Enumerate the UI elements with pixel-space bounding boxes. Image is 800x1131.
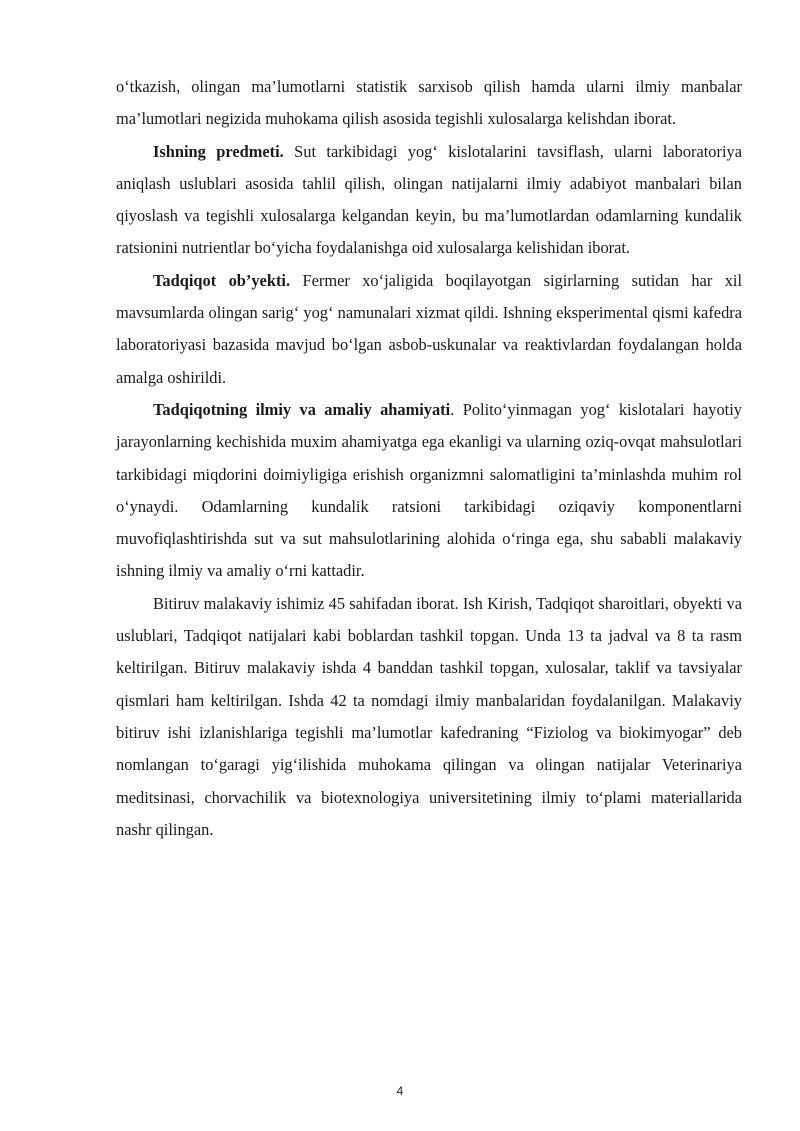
paragraph-text: Sut tarkibidagi yog‘ kislotalarini tavsiflash, ularni laboratoriya aniqlash uslublari asosida tahlil qilish, olingan natijalarni ilmiy adabiyot manbalari bilan qiyoslash va tegishli xulosalarga kelgandan keyin, bu ma’lumotlardan odamlarning kundalik ratsionini nutrientlar bo‘yicha foydalanishga oid xulosalarga kelishidan iborat.: [116, 141, 742, 258]
page-number: 4: [396, 1084, 404, 1098]
paragraph-text: o‘tkazish, olingan ma’lumotlarni statistik sarxisob qilish hamda ularni ilmiy manbalar ma’lumotlari negizida muhokama qilish asosida tegishli xulosalarga kelishdan iborat.: [116, 77, 742, 129]
paragraph-significance: [116, 394, 742, 588]
paragraph-text: . Polito‘yinmagan yog‘ kislotalari hayotiy jarayonlarning kechishida muxim ahamiyatga ega ekanligi va ularning oziq-ovqat mahsulotlari tarkibidagi miqdorini doimiyligiga erishish organizmni salomatligini ta’minlashda muhim rol o‘ynaydi. Odamlarning kundalik ratsioni tarkibidagi oziqaviy komponentlarni muvofiqlashtirishda sut va sut mahsulotlarining alohida o‘ringa ega, shu sababli malakaviy ishning ilmiy va amaliy o‘rni kattadir.: [116, 399, 742, 581]
paragraph-object: [116, 265, 742, 394]
paragraph-heading: Tadqiqotning ilmiy va amaliy ahamiyati: [153, 399, 451, 419]
paragraph-text: Fermer xo‘jaligida boqilayotgan sigirlarning sutidan har xil mavsumlarda olingan sarig‘ yog‘ namunalari xizmat qildi. Ishning eksperimental qismi kafedra laboratoriyasi bazasida mavjud bo‘lgan asbob-uskunalar va reaktivlardan foydalangan holda amalga oshirildi.: [116, 270, 742, 387]
paragraph-subject: [116, 136, 742, 265]
document-body: [116, 71, 742, 846]
paragraph-heading: Ishning predmeti.: [153, 141, 284, 161]
paragraph-heading: Tadqiqot ob’yekti.: [153, 270, 291, 290]
paragraph-text: Bitiruv malakaviy ishimiz 45 sahifadan iborat. Ish Kirish, Tadqiqot sharoitlari, obyekti va uslublari, Tadqiqot natijalari kabi boblardan tashkil topgan. Unda 13 ta jadval va 8 ta rasm keltirilgan. Bitiruv malakaviy ishda 4 banddan tashkil topgan, xulosalar, taklif va tavsiyalar qismlari ham keltirilgan. Ishda 42 ta nomdagi ilmiy manbalaridan foydalanilgan. Malakaviy bitiruv ishi izlanishlariga tegishli ma’lumotlar kafedraning “Fiziolog va biokimyogar” deb nomlangan to‘garagi yig‘ilishida muhokama qilingan va olingan natijalar Veterinariya meditsinasi, chorvachilik va biotexnologiya universitetining ilmiy to‘plami materiallarida nashr qilingan.: [116, 593, 742, 839]
paragraph-structure: [116, 588, 742, 846]
paragraph-continuation: [116, 71, 742, 136]
